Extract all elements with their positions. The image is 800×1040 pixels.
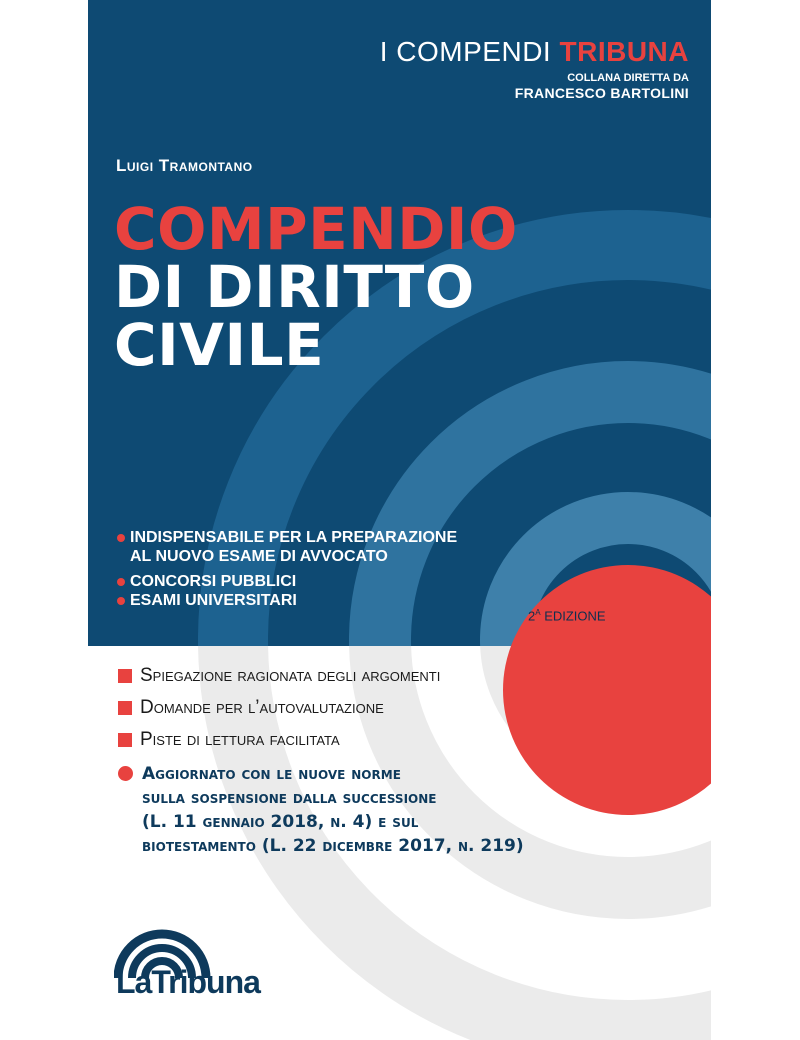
bullet-item: CONCORSI PUBBLICI xyxy=(116,572,457,591)
target-bullets xyxy=(116,528,457,610)
update-line: (L. 11 gennaio 2018, n. 4) e sul xyxy=(142,812,419,832)
update-line: Aggiornato con le nuove norme xyxy=(142,764,401,784)
update-bullet-icon xyxy=(118,766,133,781)
cover-top-panel xyxy=(88,0,711,646)
series-editor: COLLANA DIRETTA DA FRANCESCO BARTOLINI xyxy=(514,72,689,101)
book-cover xyxy=(88,0,711,1040)
title-line-3: CIVILE xyxy=(114,311,325,379)
feature-list xyxy=(118,664,440,760)
publisher-name: LaTribuna xyxy=(116,964,260,1000)
feature-item: Domande per l’autovalutazione xyxy=(118,696,440,728)
edition-label: $2^A$ EDIZIONE xyxy=(528,608,606,624)
title-line-1: COMPENDIO xyxy=(114,195,518,263)
bullet-item: INDISPENSABILE PER LA PREPARAZIONE AL NUOVO ESAME DI AVVOCATO xyxy=(116,528,457,566)
title-line-2: DI DIRITTO xyxy=(114,253,475,321)
update-line: biotestamento (L. 22 dicembre 2017, n. 219) xyxy=(142,836,524,856)
edition-circle-lower xyxy=(503,646,711,815)
feature-item: Spiegazione ragionata degli argomenti xyxy=(118,664,440,696)
update-line: sulla sospensione dalla successione xyxy=(142,788,437,808)
update-note xyxy=(118,762,524,858)
feature-item: Piste di lettura facilitata xyxy=(118,728,440,760)
bullet-item: ESAMI UNIVERSITARI xyxy=(116,591,457,610)
series-name: I COMPENDI TRIBUNA xyxy=(379,36,689,67)
author-name: Luigi Tramontano xyxy=(116,156,253,175)
